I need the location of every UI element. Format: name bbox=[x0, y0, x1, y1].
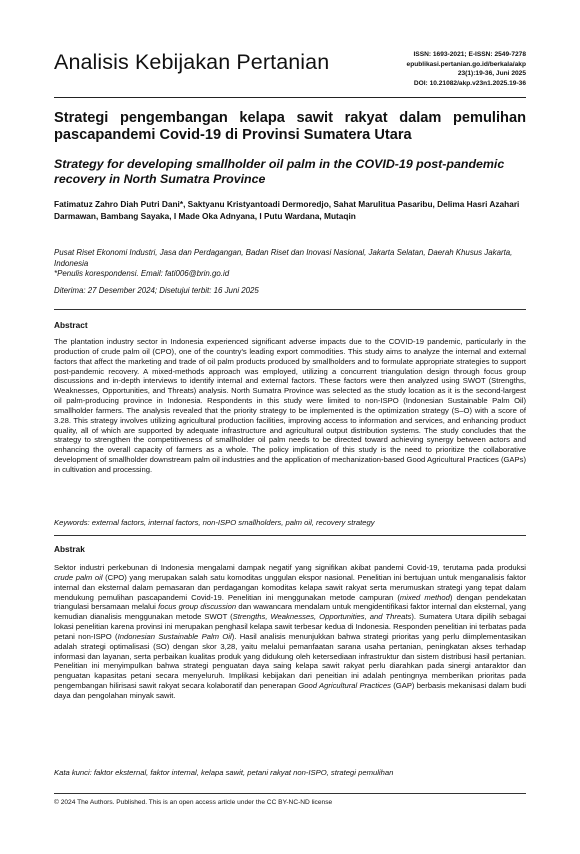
abstrak-keywords: Kata kunci: faktor eksternal, faktor internal, kelapa sawit, petani rakyat non-ISPO, strategi pemulihan bbox=[54, 768, 394, 777]
issue: 23(1):19-36, Juni 2025 bbox=[457, 70, 526, 78]
divider bbox=[54, 309, 526, 310]
affiliation: Pusat Riset Ekonomi Industri, Jasa dan Perdagangan, Badan Riset dan Inovasi Nasional, Jakarta Selatan, Daerah Khusus Jakarta, Indonesia bbox=[54, 248, 513, 268]
license-footer: © 2024 The Authors. Published. This is an open access article under the CC BY-NC-ND license bbox=[54, 799, 333, 806]
header-divider bbox=[54, 97, 526, 98]
article-title-indonesian: Strategi pengembangan kelapa sawit rakyat dalam pemulihan pascapandemi Covid-19 di Provinsi Sumatera Utara bbox=[54, 110, 526, 143]
divider bbox=[54, 793, 526, 794]
abstrak-heading: Abstrak bbox=[54, 544, 85, 554]
journal-url[interactable]: epublikasi.pertanian.go.id/berkala/akp bbox=[406, 60, 526, 68]
divider bbox=[54, 535, 526, 536]
affiliation-block bbox=[54, 248, 526, 280]
abstract-keywords: Keywords: external factors, internal factors, non-ISPO smallholders, palm oil, recovery strategy bbox=[54, 518, 375, 527]
author-list: Fatimatuz Zahro Diah Putri Dani*, Saktyanu Kristyantoadi Dermoredjo, Sahat Marulitua Pasaribu, Delima Hasri Azahari Darmawan, Bambang Sayaka, I Made Oka Adnyana, I Putu Wardana, Mutaqin bbox=[54, 199, 520, 221]
abstrak-text: Sektor industri perkebunan di Indonesia mengalami dampak negatif yang signifikan akibat pandemi Covid-19, terutama pada produksi crude palm oil (CPO) yang merupakan salah satu komoditas unggulan ekspor nasional. Penelitian ini bertujuan untuk menganalisis faktor internal dan eksternal dalam pemasaran dan perdagangan komoditas kelapa sawit rakyat serta merumuskan strategi yang tepat dalam mendukung pemulihan pascapandemi Covid-19. Penelitian ini menggunakan metode campuran (mixed method) dengan pendekatan triangulasi bersamaan melalui focus group discussion dan wawancara mendalam untuk mengidentifikasi faktor internal dan eksternal, yang kemudian dianalisis menggunakan metode SWOT (Strengths, Weaknesses, Opportunities, and Threats). Sumatera Utara dipilih sebagai lokasi penelitian karena provinsi ini merupakan penghasil kelapa sawit terbesar kedua di Indonesia. Responden penelitian ini terbatas pada petani non-ISPO (Indonesian Sustainable Palm Oil). Hasil analisis menunjukkan bahwa strategi prioritas yang perlu diimplementasikan adalah strategi optimalisasi (SO) dengan skor 3,28, yaitu melalui pemanfaatan sarana usaha pertanian, peningkatan akses terhadap informasi dan layanan, serta perbaikan kualitas produk yang didukung oleh ketersediaan infrastruktur dan sistem distribusi hasil pertanian. Penelitian ini menyimpulkan bahwa strategi penguatan daya saing kelapa sawit rakyat perlu diarahkan pada sinergi antaraktor dan penguatan kapasitas petani secara menyeluruh. Implikasi kebijakan dari peneitian ini adalah pentingnya memberikan prioritas pada pengembangan hilirisasi sawit rakyat secara kolaboratif dan penerapan Good Agricultural Practices (GAP) berbasis mekanisasi dalam budi daya dan pengolahan minyak sawit. bbox=[54, 563, 526, 700]
journal-title: Analisis Kebijakan Pertanian bbox=[54, 50, 330, 74]
abstract-text: The plantation industry sector in Indonesia experienced significant adverse impacts due to the COVID-19 pandemic, particularly in the production of crude palm oil (CPO), one of the country's leading export commodities. This study aims to analyze the internal and external factors that affect the marketing and trade of oil palm products produced by smallholders and to formulate appropriate strategies to support post-pandemic recovery. A mixed-methods approach was employed, utilizing a concurrent triangulation design through focus group discussions and in-depth interviews to identify internal and external factors. These factors were then analyzed using SWOT (Strengths, Weaknesses, Opportunities, and Threats) analysis. North Sumatra Province was selected as the study location as it is the second-largest oil palm-producing province in Indonesia. Respondents in this study were limited to non-ISPO (Indonesian Sustainable Palm Oil) smallholder farmers. The analysis revealed that the priority strategy to be implemented is the optimization strategy (S–O) with a score of 3.28. This strategy involves utilizing agricultural production facilities, improving access to information and services, and enhancing product quality, all of which are supported by adequate infrastructure and agricultural output distribution systems. The study concludes that the strategy to strengthen the competitiveness of smallholder oil palm needs to be directed toward achieving synergy between actors and enhancing the overall capacity of farmers as a whole. The policy implication of this study is the need to prioritize the collaborative development of smallholder downstream palm oil industries and the application of mechanization-based Good Agricultural Practices (GAPs) in cultivation and processing. bbox=[54, 337, 526, 474]
article-title-english: Strategy for developing smallholder oil palm in the COVID-19 post-pandemic recovery in North Sumatra Province bbox=[54, 157, 505, 187]
issn: ISSN: 1693-2021; E-ISSN: 2549-7278 bbox=[413, 51, 526, 58]
doi[interactable]: DOI: 10.21082/akp.v23n1.2025.19-36 bbox=[413, 79, 526, 87]
correspondence: *Penulis korespondensi. Email: fati006@brin.go.id bbox=[54, 269, 230, 279]
journal-meta bbox=[316, 50, 526, 88]
abstract-heading: Abstract bbox=[54, 320, 88, 330]
article-dates: Diterima: 27 Desember 2024; Disetujui terbit: 16 Juni 2025 bbox=[54, 286, 259, 295]
